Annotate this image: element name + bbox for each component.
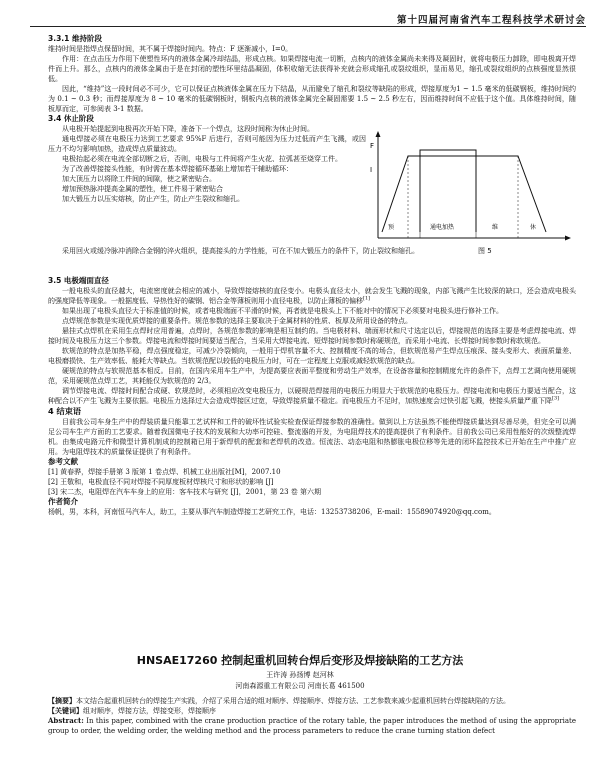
s35-para-1-ref: [1] (363, 295, 371, 302)
s34-list-item-3: 加大锻压力以压实熔核，防止产生，防止产生裂纹和缩孔。 (62, 195, 244, 203)
y-axis-arrow (376, 131, 381, 137)
abstract-en (48, 716, 576, 736)
s4-para-1: 目前我公司车身生产中的焊装质量只能靠工艺试样和工件的破坏性试验实检查保证焊接参数的准确性。做到以上方法虽然不能使焊接质量达到尽善尽美，但完全可以满足公司车生产方面的工艺要求。随着我国微电子技术的发展和大功率可控硅、整流器的开发，为电阻焊技术的提高提供了有利条件。目前我公司已采用性能好的次级整流焊机。由集成电路元件和微型计算机制成的控制箱已用于新焊机的配套和老焊机的改造。恒流法、动态电阻和热膨胀电极位移等先进的闭环监控技术已开始在生产中推广应用。为电阻焊技术的质量保证提供了有利条件。 (48, 418, 576, 456)
y-axis-label-force: F (370, 142, 375, 150)
abstract-cn-text: 本文结合起重机回转台的焊接生产实践，介绍了采用合适的组对顺序、焊接顺序、焊接方法、工艺参数来减少起重机回转台焊接缺陷的方法。 (76, 697, 510, 705)
s35-para-5: 软规范的特点是加热平稳，焊点强度稳定，可减少冷裂倾向，一般用于焊机容量不大、控制精度不高的场合，但软规范易产生焊点压痕深、接头变形大、表面质量差、电极磨损快、生产效率低、能耗大等缺点。当软规范配以较低的电极压力时，可在一定程度上克服或减轻软规范的缺点。 (48, 347, 576, 365)
stage-label-hold: 维 (492, 224, 499, 231)
paper-2-abstract-block (48, 696, 576, 736)
s34-list-item-1: 加大顶压力以将除工件间的间隙，使之紧密贴合。 (62, 175, 216, 183)
references-heading: 参考文献 (48, 457, 78, 466)
abstract-en-text: In this paper, combined with the crane production practice of the rotary table, the paper introduces the method of using the appropriate group to order, the welding order, the welding method and the process parameters to reduce the crane turning station defect (48, 717, 576, 735)
current-curve (420, 150, 476, 232)
stage-label-rest: 休 (530, 224, 537, 231)
s35-para-4: 悬挂式点焊机在采用生点焊时应用普遍，点焊时，各规范参数的影响是相互制约的。当电极材料、端面形状和尺寸选定以后，焊接规范的选择主要是考虑焊接电流、焊接时间及电极压力这三个参数。焊接电流和焊接时间要适当配合，当采用大焊接电流、短焊接时间参数时称硬规范，而采用小电流、长焊接时间参数时称软规范。 (48, 327, 576, 345)
s34-para-4: 为了改善焊接接头性能，有时需在基本焊接循环基础上增加若干辅助循环： (62, 165, 293, 173)
s34-para-2: 通电焊接必须在电极压力达到工艺要求 95%F 后进行，否则可能因为压力过低而产生飞溅，或因压力不均匀影响加热，造成焊点质量波动。 (48, 135, 366, 153)
s331-para-2: 作用：在点击压力作用下使塑性环内的液体金属冷却结晶，形成点核。如果焊接电流一切断，点核内的液体金属尚未来得及凝固时，就将电极压力卸除，即电极离开焊件而上升。那么，点核内的液体金属由于是在封闭的塑性环里结晶凝固，体积收缩无法获得补充就会形成缩孔或裂纹组织，显而易见，缩孔或裂纹组织的点核强度显然很低。 (48, 55, 576, 83)
s35-para-7-ref: [3] (552, 395, 560, 402)
author-bio-heading: 作者简介 (48, 497, 78, 506)
s35-para-7 (48, 386, 576, 406)
s35-para-2: 如果出现了电极头直径大于标准值的时候，或者电极端面不平滑的时候，再者就是电极头上下不能对中的情况下必须要对电极头进行修补工作。 (62, 307, 503, 315)
s34-list-item-2: 增加预热脉冲提高金属的塑性，使工件易于紧密贴合 (62, 185, 223, 193)
keywords-text: 组对顺序，焊接方法，焊接变形，焊接顺序 (83, 707, 216, 715)
author-bio-text: 杨帆，男，本科，河南恒马汽车人，助工，主要从事汽车制造焊接工艺研究工作，电话：13253738206，E-mail：15589074920@qq.com。 (48, 508, 496, 516)
s331-para-1: 维持时间是指焊点保留时间，其不属于焊接时间内。特点：F 逐渐减小，I=0。 (48, 45, 293, 53)
abstract-en-label: Abstract: (48, 716, 84, 725)
stage-label-heating: 通电加热 (430, 224, 455, 231)
s35-para-1-text: 一般电极头的直径越大，电流密度就会相应的减小，导致焊接熔核的直径变小。电极头直径太小，就会发生飞溅的现象，内部飞溅产生比较深的缺口，还会造成电极头的强度降低等现象。一般据度低、导热性好的碳钢、铝合金等薄板则用小直径电极，以防止薄板的偏移 (48, 287, 576, 305)
reference-3: [3] 宋二杰，电阻焊在汽车车身上的应用：客车技术与研究 [J]，2001，第 23 卷 第六期 (48, 488, 322, 496)
paper-2-authors: 王许涛 孙扬博 赵河林 (266, 671, 334, 679)
s35-para-1 (48, 286, 576, 306)
abstract-cn-label: 【摘要】 (48, 696, 76, 705)
keywords-label: 【关键词】 (48, 706, 83, 715)
s35-para-7-text: 调节焊接电流、焊接时间配合成硬、软规范时，必须相应改变电极压力，以硬规范焊接用的电极压力明显大于软规范的电极压力。焊接电流和电极压力要适当配合，这种配合以不产生飞溅为主要依据。电极压力选择过大会造成焊接区过宽，导致焊接质量不稳定。而电极压力不足时，加热速度会过快引起飞溅，使接头质量严重下降 (48, 387, 576, 405)
section-3-4-heading: 3.4 休止阶段 (48, 114, 94, 123)
section-3-4-with-figure (48, 124, 576, 276)
force-curve (382, 156, 546, 232)
s34-para-1: 从电极开始提起到电极再次开始下降，准备下一个焊点，这段时间称为休止时间。 (62, 125, 314, 133)
reference-2: [2] 王敬和，电极直径不同对焊接不同厚度板材焊核尺寸和形状的影响 [J] (48, 478, 274, 486)
s331-para-3: 因此，“维持”这一段时间必不可少，它可以保证点核液体金属在压力下结晶，从而避免了缩孔和裂纹等缺陷的形成，焊接厚度为1 ~ 1.5 毫米的低碳钢板，维持时间约为 0.1 ~ 0.3 秒；而焊接厚度为 8 ~ 10 毫米的低碳钢板时，钢板内点核的液体金属完全凝固需要 1.5 ~ 2.5 秒左右，因而维持时间不应低于这个值。具体维持时间，随板厚而定，可参阅表 3-1 数据。 (48, 85, 576, 113)
s35-para-3: 点焊规范参数是实现优质焊接的重要条件。规范参数的选择主要取决于金属材料的性质、板厚及所用设备的特点。 (62, 317, 412, 325)
paper-2-affiliation: 河南森源重工有限公司 河南长葛 461500 (235, 682, 365, 690)
reference-1: [1] 黄春骅，焊接手册第 3 版第 1 卷点焊、机械工业出版社[M]，2007.10 (48, 468, 281, 476)
keywords (48, 706, 576, 716)
s34-para-3: 电极抬起必须在电流全部切断之后，否则，电极与工件间将产生火花、拉弧甚至烧穿工件。 (62, 155, 342, 163)
abstract-cn (48, 696, 576, 706)
figure-caption: 图 5 (478, 247, 492, 255)
section-3-3-1-heading: 3.3.1 维持阶段 (48, 34, 102, 43)
y-axis-label-current: I (370, 166, 373, 174)
paper-2-title: HNSAE17260 控制起重机回转台焊后变形及焊接缺陷的工艺方法 (136, 654, 464, 667)
main-body (48, 34, 576, 517)
x-axis-arrow (565, 236, 571, 241)
weld-cycle-diagram (368, 128, 574, 248)
stage-label-preload: 预 (388, 224, 395, 231)
running-header: 第十四届河南省汽车工程科技学术研讨会 (30, 12, 586, 27)
s35-para-6: 硬规范的特点与软规范基本相反。目前，在国内采用车生产中，为提高要应表面平整度和劳动生产效率，在设备容量和控制精度允许的条件下，点焊工艺调向使用硬规范，采用硬规范点焊工艺，其耗能仅为软规范的 2/3。 (48, 367, 576, 385)
section-3-5-heading: 3.5 电极端面直径 (48, 276, 109, 285)
section-3-4-text (48, 124, 366, 204)
s34-para-5: 采用回火或缓冷脉冲消除合金钢的淬火组织，提高接头的力学性能，可在不加大锻压力的条件下，防止裂纹和缩孔。 (62, 247, 419, 255)
section-4-heading: 4 结束语 (48, 406, 82, 416)
s34-para-5-wrap (48, 246, 576, 256)
